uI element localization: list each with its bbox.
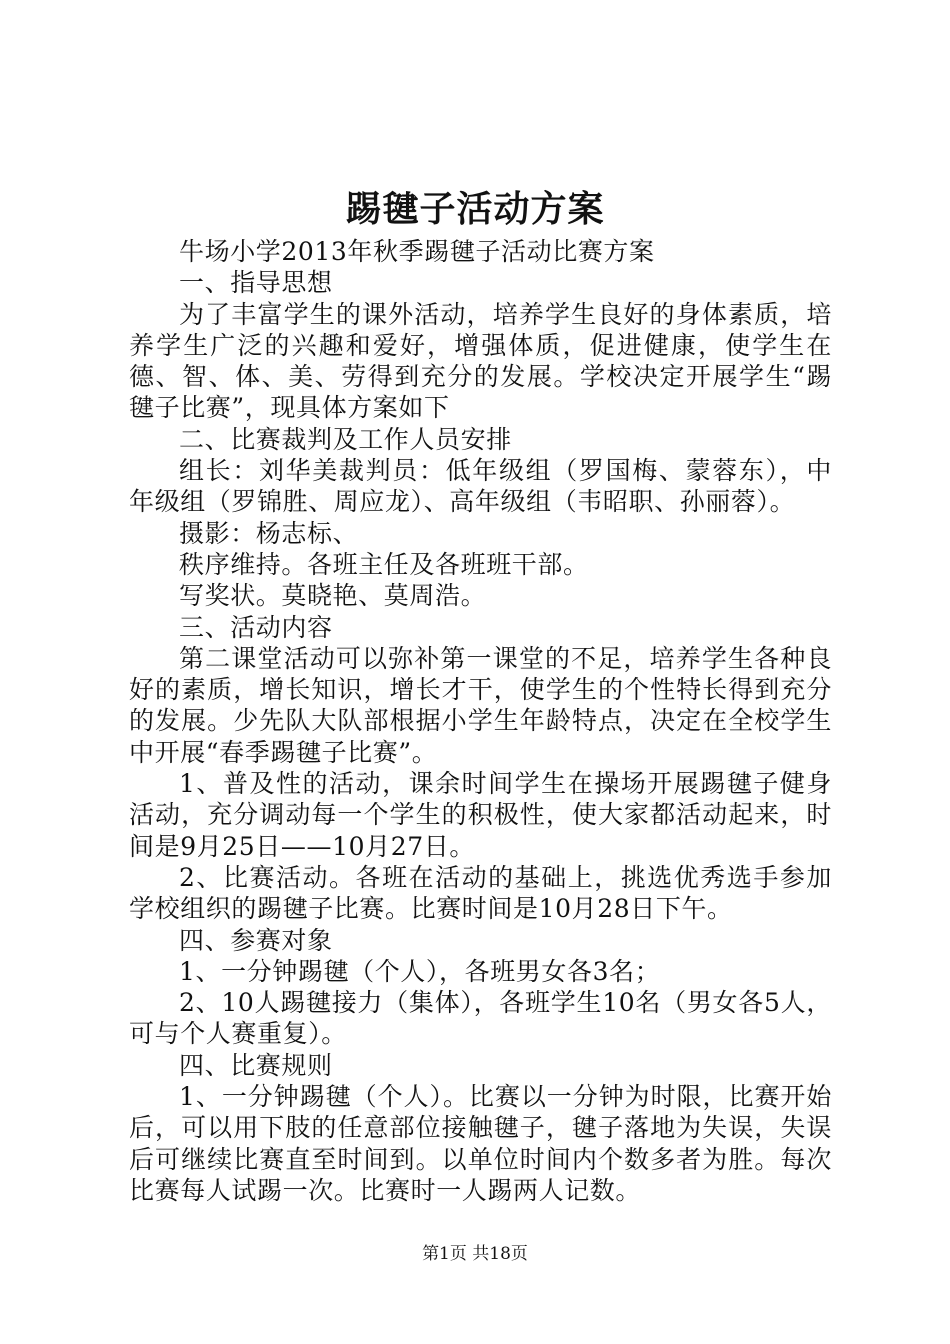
section-heading-participants: 四、参赛对象 — [179, 925, 333, 955]
section-heading-rules: 四、比赛规则 — [179, 1050, 333, 1080]
paragraph-participants-2: 2、10人踢毽接力（集体），各班学生10名（男女各5人，可与个人赛重复）。 — [129, 988, 832, 1049]
page-footer: 第1页 共18页 — [422, 1244, 528, 1264]
section-heading-guiding-idea: 一、指导思想 — [179, 268, 333, 298]
paragraph-judges: 组长：刘华美裁判员：低年级组（罗国梅、蒙蓉东），中年级组（罗锦胜、周应龙）、高年级组（韦昭职、孙丽蓉）。 — [129, 456, 832, 517]
paragraph-certificates: 写奖状。莫晓艳、莫周浩。 — [179, 581, 487, 611]
paragraph-guiding-idea: 为了丰富学生的课外活动，培养学生良好的身体素质，培养学生广泛的兴趣和爱好，增强体质，促进健康，使学生在德、智、体、美、劳得到充分的发展。学校决定开展学生“踢毽子比赛”，现具体方案如下 — [129, 299, 832, 423]
paragraph-activity-1: 1、普及性的活动，课余时间学生在操场开展踢毽子健身活动，充分调动每一个学生的积极性，使大家都活动起来，时间是9月25日——10月27日。 — [129, 769, 832, 861]
paragraph-rules-1: 1、一分钟踢毽（个人）。比赛以一分钟为时限，比赛开始后，可以用下肢的任意部位接触毽子，毽子落地为失误，失误后可继续比赛直至时间到。以单位时间内个数多者为胜。每次比赛每人试踢一次。比赛时一人踢两人记数。 — [129, 1082, 832, 1205]
paragraph-order: 秩序维持。各班主任及各班班干部。 — [179, 549, 589, 579]
document-body — [129, 236, 832, 1206]
document-title: 踢毽子活动方案 — [345, 188, 605, 230]
paragraph-content: 第二课堂活动可以弥补第一课堂的不足，培养学生各种良好的素质，增长知识，增长才干，使学生的个性特长得到充分的发展。少先队大队部根据小学生年龄特点，决定在全校学生中开展“春季踢毽子比赛”。 — [129, 643, 832, 767]
paragraph-activity-2: 2、比赛活动。各班在活动的基础上，挑选优秀选手参加学校组织的踢毽子比赛。比赛时间是10月28日下午。 — [129, 862, 832, 924]
section-heading-staff: 二、比赛裁判及工作人员安排 — [179, 424, 512, 454]
subtitle-paragraph: 牛场小学2013年秋季踢毽子活动比赛方案 — [179, 237, 655, 266]
section-heading-content: 三、活动内容 — [179, 612, 333, 642]
paragraph-participants-1: 1、一分钟踢毽（个人），各班男女各3名； — [179, 956, 661, 986]
paragraph-photography: 摄影：杨志标、 — [179, 518, 359, 548]
